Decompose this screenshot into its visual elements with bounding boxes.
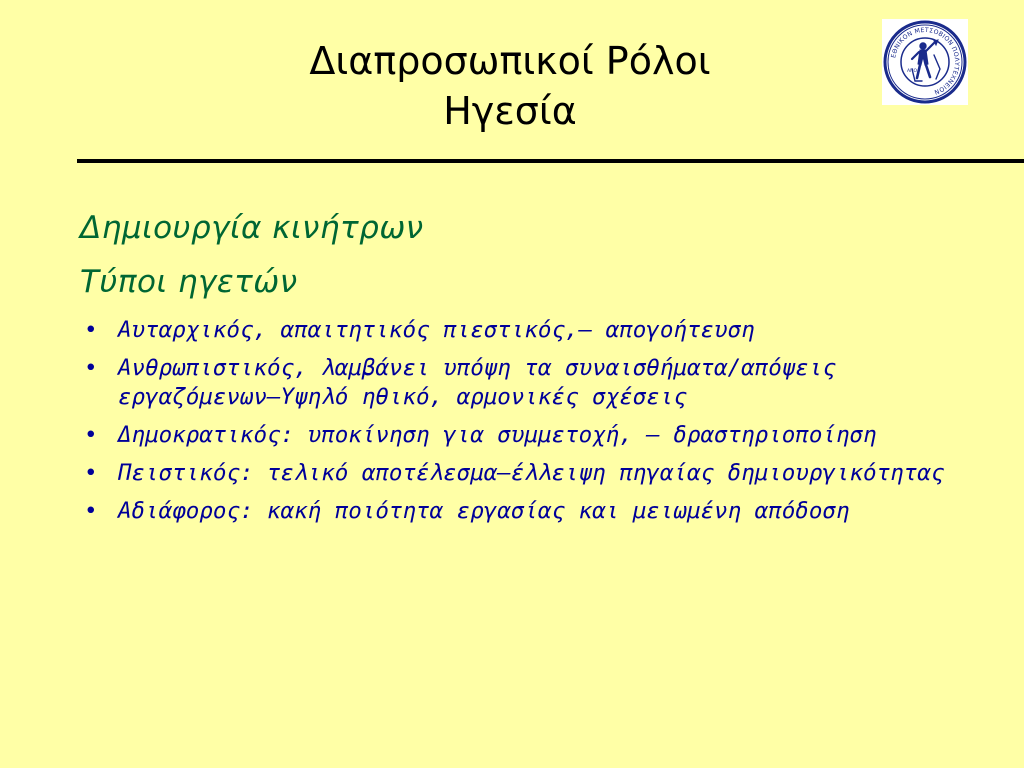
- list-item-text: Ανθρωπιστικός, λαμβάνει υπόψη τα συναισθήματα/απόψεις εργαζόμενων—Υψηλό ηθικό, αρμονικές σχέσεις: [118, 355, 836, 410]
- list-item-text: Δημοκρατικός: υποκίνηση για συμμετοχή, — δραστηριοποίηση: [118, 422, 877, 448]
- university-seal-logo: [882, 19, 968, 105]
- list-item: [80, 421, 980, 450]
- bullet-icon: •: [84, 317, 98, 343]
- slide-title: [150, 36, 870, 136]
- svg-text:ΕΘΝΙΚΟΝ ΜΕΤΣΟΒΙΟΝ ΠΟΛΥΤΕΧΝΕΙΟΝ: ΕΘΝΙΚΟΝ ΜΕΤΣΟΒΙΟΝ ΠΟΛΥΤΕΧΝΕΙΟΝ: [890, 26, 961, 96]
- list-item: [80, 459, 980, 488]
- leader-types-list: [80, 316, 980, 535]
- list-item-text: Πειστικός: τελικό αποτέλεσμα—έλλειψη πηγαίας δημιουργικότητας: [118, 460, 945, 486]
- bullet-icon: •: [84, 422, 98, 448]
- slide-title-line-1: Διαπροσωπικοί Ρόλοι: [309, 39, 711, 83]
- slide-title-line-2: Ηγεσία: [443, 89, 577, 133]
- list-item-text: Αυταρχικός, απαιτητικός πιεστικός,— απογοήτευση: [118, 317, 755, 343]
- list-item: [80, 354, 980, 412]
- list-item: [80, 497, 980, 526]
- seal-icon: [882, 19, 968, 105]
- section-heading-motivation: Δημιουργία κινήτρων: [80, 210, 424, 246]
- bullet-icon: •: [84, 498, 98, 524]
- bullet-icon: •: [84, 355, 98, 381]
- section-heading-leader-types: Τύποι ηγετών: [80, 264, 298, 300]
- svg-text:ΑΠΟ: ΑΠΟ: [907, 69, 918, 74]
- list-item: [80, 316, 980, 345]
- list-item-text: Αδιάφορος: κακή ποιότητα εργασίας και μειωμένη απόδοση: [118, 498, 850, 524]
- bullet-icon: •: [84, 460, 98, 486]
- title-divider: [77, 159, 1024, 163]
